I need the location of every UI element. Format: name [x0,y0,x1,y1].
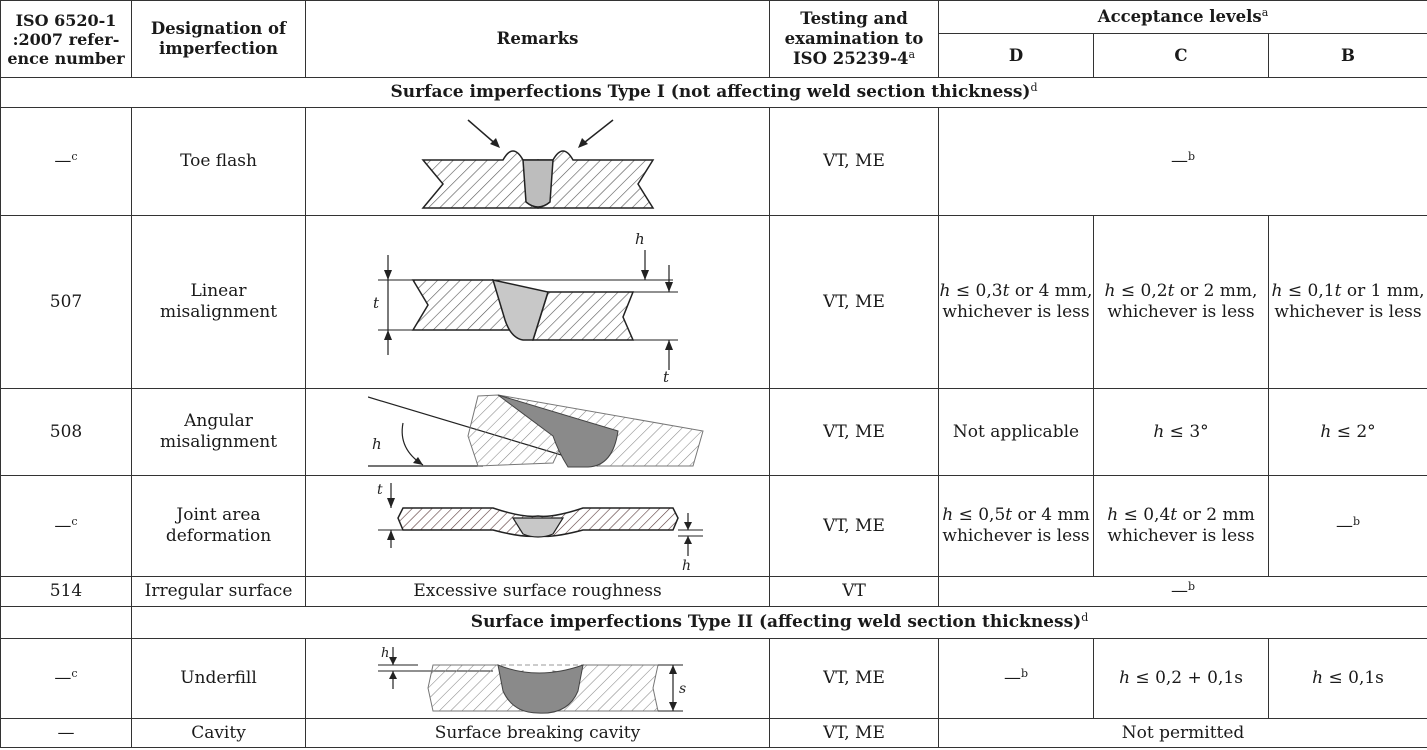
acceptance-merged-cell: —$^b$ [939,577,1427,607]
ref-cell: —$^c$ [1,108,132,216]
level-c-cell: h ≤ 0,2t or 2 mm, whichever is less [1094,216,1269,389]
remarks-cell: Surface breaking cavity [306,719,770,748]
acceptance-merged-cell: —$^b$ [939,108,1427,216]
level-b-cell: h ≤ 0,1t or 1 mm, whichever is less [1269,216,1427,389]
section-spacer [1,607,132,639]
label-t-right: t [662,367,669,385]
label-h: h [380,645,389,661]
table-row [1,577,1427,607]
level-d-cell: h ≤ 0,5t or 4 mm whichever is less [939,476,1094,577]
designation-cell: Irregular surface [132,577,306,607]
table-row [1,389,1427,476]
ref-cell: —$^c$ [1,476,132,577]
designation-cell: Cavity [132,719,306,748]
acceptance-merged-cell: Not permitted [939,719,1427,748]
designation-cell: Joint area deformation [132,476,306,577]
designation-cell: Angular misalignment [132,389,306,476]
col-header-testing: Testing and examination to ISO 25239-4$^a$ [770,1,939,78]
ref-cell: 508 [1,389,132,476]
ref-cell: 507 [1,216,132,389]
level-c-cell: h ≤ 0,4t or 2 mm whichever is less [1094,476,1269,577]
section-title-type1: Surface imperfections Type I (not affecting weld section thickness)$^d$ [1,78,1427,108]
table-row [1,719,1427,748]
testing-cell: VT, ME [770,719,939,748]
label-h: h [634,229,645,248]
table-row [1,476,1427,577]
linear-misalignment-diagram [373,220,703,385]
angular-misalignment-diagram [368,391,708,473]
col-header-level-b: B [1269,34,1427,78]
col-header-level-c: C [1094,34,1269,78]
toe-flash-diagram [388,112,688,212]
remarks-cell: Excessive surface roughness [306,577,770,607]
remarks-figure-cell [306,476,770,577]
level-c-cell: h ≤ 0,2 + 0,1s [1094,639,1269,719]
remarks-figure-cell [306,639,770,719]
testing-cell: VT [770,577,939,607]
col-header-ref: ISO 6520-1 :2007 refer-ence number [1,1,132,78]
ref-cell: — [1,719,132,748]
label-h: h [371,435,382,453]
level-d-cell: Not applicable [939,389,1094,476]
designation-cell: Linear misalignment [132,216,306,389]
table-row [1,108,1427,216]
level-b-cell: h ≤ 0,1s [1269,639,1427,719]
section-title-type2: Surface imperfections Type II (affecting weld section thickness)$^d$ [132,607,1427,639]
level-b-cell: h ≤ 2° [1269,389,1427,476]
joint-deformation-diagram [373,478,703,574]
testing-cell: VT, ME [770,476,939,577]
level-c-cell: h ≤ 3° [1094,389,1269,476]
label-t: t [376,482,383,498]
table-row [1,216,1427,389]
ref-cell: 514 [1,577,132,607]
level-d-cell: h ≤ 0,3t or 4 mm, whichever is less [939,216,1094,389]
underfill-diagram [373,641,703,717]
label-t-left: t [372,293,379,312]
level-d-cell: —$^b$ [939,639,1094,719]
ref-cell: —$^c$ [1,639,132,719]
designation-cell: Underfill [132,639,306,719]
col-header-designation: Designation of imperfection [132,1,306,78]
remarks-figure-cell [306,389,770,476]
level-b-cell: —$^b$ [1269,476,1427,577]
remarks-figure-cell [306,108,770,216]
designation-cell: Toe flash [132,108,306,216]
label-h: h [681,558,691,574]
label-s: s [678,680,686,697]
col-header-remarks: Remarks [306,1,770,78]
testing-cell: VT, ME [770,108,939,216]
testing-cell: VT, ME [770,639,939,719]
testing-cell: VT, ME [770,216,939,389]
remarks-figure-cell [306,216,770,389]
testing-cell: VT, ME [770,389,939,476]
col-header-level-d: D [939,34,1094,78]
col-header-acceptance: Acceptance levels$^a$ [939,1,1427,34]
table-row [1,639,1427,719]
